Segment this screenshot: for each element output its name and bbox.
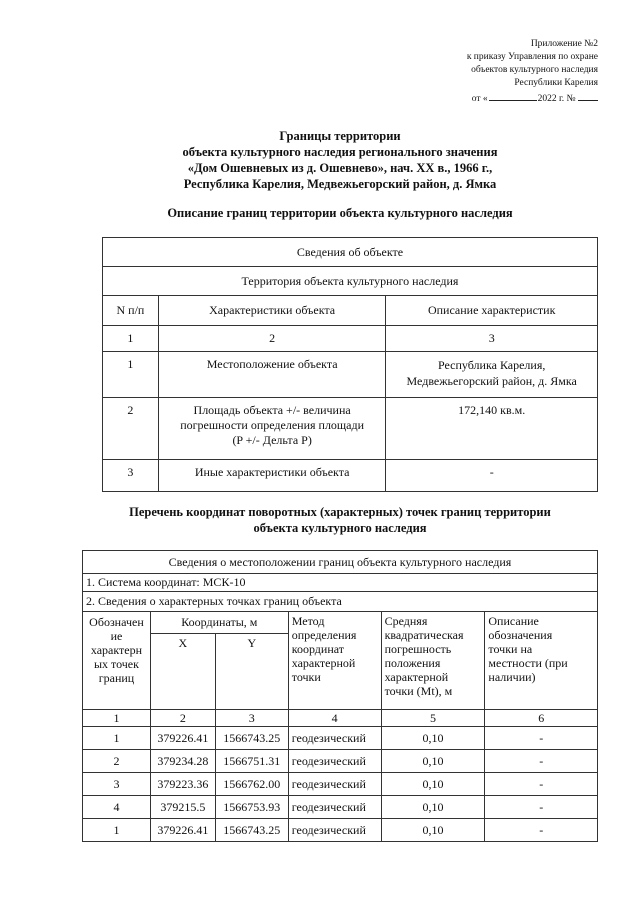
point-id: 1 [83,819,151,842]
section2-title [50,504,630,536]
row-desc [386,352,598,398]
row-char-line: погрешности определения площади [180,418,365,432]
table-row [103,398,598,460]
point-y: 1566743.25 [215,727,288,750]
point-accuracy: 0,10 [381,796,485,819]
points-header: 2. Сведения о характерных точках границ объекта [83,592,598,612]
point-y: 1566751.31 [215,750,288,773]
table-row [83,796,598,819]
point-y: 1566762.00 [215,773,288,796]
point-desc: - [485,773,598,796]
header-line: точки (Mt), м [384,684,453,698]
header-line: характерной [384,670,449,684]
col-coords-header: Координаты, м [150,612,288,634]
header-line: положения [384,656,441,670]
header-line: Описание [488,614,539,628]
col-num-header: N п/п [103,296,159,326]
table-row [83,727,598,750]
row-desc-line: Медвежьегорский район, д. Ямка [406,374,577,388]
col-char-header: Характеристики объекта [158,296,386,326]
point-x: 379226.41 [150,819,215,842]
row-desc: - [386,460,598,492]
row-char: Иные характеристики объекта [158,460,386,492]
point-method: геодезический [288,796,381,819]
coord-system: 1. Система координат: МСК-10 [83,574,598,592]
point-id: 2 [83,750,151,773]
table-row [83,750,598,773]
annex-line: Республики Карелия [514,78,598,88]
title-line: Республика Карелия, Медвежьегорский район, д. Ямка [183,177,497,191]
point-x: 379223.36 [150,773,215,796]
index-cell: 2 [150,710,215,727]
header-line: координат [291,642,345,656]
point-id: 1 [83,727,151,750]
annex-date-prefix: от « [471,94,488,104]
point-id: 4 [83,796,151,819]
table1-subheader: Территория объекта культурного наследия [103,267,598,296]
col-method-header [288,612,381,710]
header-line: границ [98,671,135,685]
row-desc: 172,140 кв.м. [386,398,598,460]
point-method: геодезический [288,819,381,842]
section2-title-line: Перечень координат поворотных (характерных) точек границ территории [129,505,551,519]
section1-title: Описание границ территории объекта культурного наследия [167,206,513,220]
annex-header [358,38,598,106]
table2-header: Сведения о местоположении границ объекта культурного наследия [83,551,598,574]
title-line: «Дом Ошевневых из д. Ошевнево», нач. XX в., 1966 г., [187,161,493,175]
table-row [83,773,598,796]
handwritten-date-mark [489,90,537,101]
header-line: квадратическая [384,628,464,642]
header-line: ых точек [93,657,139,671]
header-line: определения [291,628,357,642]
point-x: 379215.5 [150,796,215,819]
header-line: наличии) [488,670,536,684]
annex-date-suffix: 2022 г. № [537,94,576,104]
col-x-header: X [150,634,215,710]
col-y-header: Y [215,634,288,710]
coordinates-table [82,550,598,842]
col-accuracy-header [381,612,485,710]
row-char: Местоположение объекта [158,352,386,398]
header-line: обозначения [488,628,553,642]
point-y: 1566753.93 [215,796,288,819]
table1-header: Сведения об объекте [103,238,598,267]
point-x: 379234.28 [150,750,215,773]
point-desc: - [485,750,598,773]
header-line: погрешность [384,642,452,656]
annex-line: Приложение №2 [530,39,598,49]
point-accuracy: 0,10 [381,727,485,750]
index-cell: 5 [381,710,485,727]
header-line: характерной [291,656,356,670]
point-x: 379226.41 [150,727,215,750]
point-desc: - [485,796,598,819]
object-info-table [102,237,598,492]
index-cell: 3 [386,326,598,352]
point-accuracy: 0,10 [381,773,485,796]
index-cell: 2 [158,326,386,352]
row-number: 1 [103,352,159,398]
row-char [158,398,386,460]
header-line: Метод [291,614,325,628]
point-method: геодезический [288,727,381,750]
point-method: геодезический [288,773,381,796]
document-title [60,128,620,192]
point-accuracy: 0,10 [381,750,485,773]
index-cell: 6 [485,710,598,727]
point-accuracy: 0,10 [381,819,485,842]
row-char-line: (P +/- Дельта P) [232,433,312,447]
header-line: ие [110,629,123,643]
row-char-line: Площадь объекта +/- величина [193,403,351,417]
handwritten-number-mark [578,90,598,101]
col-point-header [83,612,151,710]
table-row [103,352,598,398]
section2-title-line: объекта культурного наследия [253,521,427,535]
index-cell: 1 [83,710,151,727]
point-id: 3 [83,773,151,796]
annex-date-line [358,90,598,106]
table-row [103,460,598,492]
col-desc-header [485,612,598,710]
header-line: Средняя [384,614,428,628]
header-line: точки на [488,642,533,656]
index-cell: 4 [288,710,381,727]
point-desc: - [485,819,598,842]
table-row [83,819,598,842]
row-number: 3 [103,460,159,492]
annex-line: к приказу Управления по охране [466,52,598,62]
header-line: характерн [90,643,143,657]
point-method: геодезический [288,750,381,773]
header-line: местности (при [488,656,568,670]
point-y: 1566743.25 [215,819,288,842]
header-line: точки [291,670,321,684]
annex-line: объектов культурного наследия [471,65,598,75]
row-number: 2 [103,398,159,460]
header-line: Обозначен [89,615,144,629]
title-line: объекта культурного наследия регионального значения [182,145,498,159]
title-line: Границы территории [279,129,401,143]
row-desc-line: Республика Карелия, [438,358,546,372]
index-cell: 3 [215,710,288,727]
index-cell: 1 [103,326,159,352]
col-desc-header: Описание характеристик [386,296,598,326]
point-desc: - [485,727,598,750]
